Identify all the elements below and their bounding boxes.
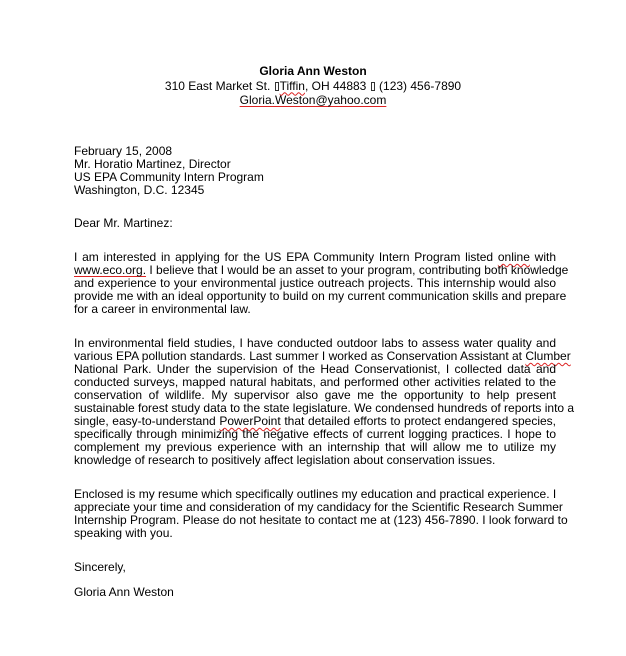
text-run: single, easy-to-understand xyxy=(74,414,220,428)
paragraph-2 xyxy=(74,336,575,467)
paragraph-line: In environmental field studies, I have conducted outdoor labs to assess water quality and xyxy=(74,336,556,350)
separator-glyph-icon xyxy=(275,82,279,91)
recipient-line: Mr. Horatio Martinez, Director xyxy=(74,157,231,171)
sender-email[interactable]: Gloria.Weston@yahoo.com xyxy=(239,93,387,107)
paragraph-line: for a career in environmental law. xyxy=(74,302,251,316)
paragraph-line: complement my previous experience with an internship that will allow me to utilize my xyxy=(74,440,556,454)
text-run: I am interested in applying for the US EPA Community Intern Program listed xyxy=(74,250,498,264)
paragraph-line: and experience to your environmental justice outreach projects. This internship would also xyxy=(74,276,556,290)
salutation: Dear Mr. Martinez: xyxy=(74,216,173,230)
spellcheck-word: PowerPoint xyxy=(219,414,281,428)
sender-phone: (123) 456-7890 xyxy=(379,78,462,93)
paragraph-line: Enclosed is my resume which specifically outlines my education and practical experience. I xyxy=(74,487,557,501)
paragraph-line: conservation of wildlife. My supervisor also gave me the opportunity to help present xyxy=(74,388,556,402)
paragraph-line: National Park. Under the supervision of the Head Conservationist, I collected data and xyxy=(74,362,556,376)
text-run: various EPA pollution standards. Last summer I worked as Conservation Assistant at xyxy=(74,349,526,363)
paragraph-line: Internship Program. Please do not hesitate to contact me at (123) 456-7890. I look forward to xyxy=(74,513,568,527)
paragraph-line: appreciate your time and consideration of my candidacy for the Scientific Research Summer xyxy=(74,500,563,514)
date-and-recipient xyxy=(74,145,556,197)
link-website[interactable]: www.eco.org. xyxy=(74,263,147,277)
text-run: I believe that I would be an asset to your program, contributing both knowledge xyxy=(146,263,569,277)
recipient-line: Washington, D.C. 12345 xyxy=(74,183,205,197)
address-city: Tiffin xyxy=(279,78,305,93)
text-run: that detailed efforts to protect endangered species, xyxy=(280,414,557,428)
spellcheck-word: Clumber xyxy=(525,349,571,363)
paragraph-line: sustainable forest study data to the state legislature. We condensed hundreds of reports into a xyxy=(74,401,575,415)
letterhead xyxy=(0,64,626,108)
paragraph-line: provide me with an ideal opportunity to build on my current communication skills and prepare xyxy=(74,289,567,303)
letter-date: February 15, 2008 xyxy=(74,144,173,158)
sender-name: Gloria Ann Weston xyxy=(259,64,367,78)
sender-address xyxy=(0,79,626,94)
paragraph-1 xyxy=(74,250,569,316)
separator-glyph-icon xyxy=(371,82,375,91)
address-street: 310 East Market St. xyxy=(164,78,271,93)
link-online[interactable]: online xyxy=(497,250,530,264)
address-state-zip: , OH 44883 xyxy=(304,78,367,93)
signature: Gloria Ann Weston xyxy=(74,585,174,599)
recipient-line: US EPA Community Intern Program xyxy=(74,170,264,184)
text-run: with xyxy=(529,250,556,264)
paragraph-line: conducted surveys, mapped natural habitats, and performed other activities related to the xyxy=(74,375,556,389)
sender-email-line xyxy=(0,93,626,108)
paragraph-line: knowledge of research to positively affect legislation about conservation issues. xyxy=(74,453,496,467)
paragraph-line: specifically through minimizing the negative effects of current logging practices. I hope to xyxy=(74,427,556,441)
closing: Sincerely, xyxy=(74,560,126,574)
paragraph-3 xyxy=(74,487,568,540)
paragraph-line: speaking with you. xyxy=(74,526,173,540)
